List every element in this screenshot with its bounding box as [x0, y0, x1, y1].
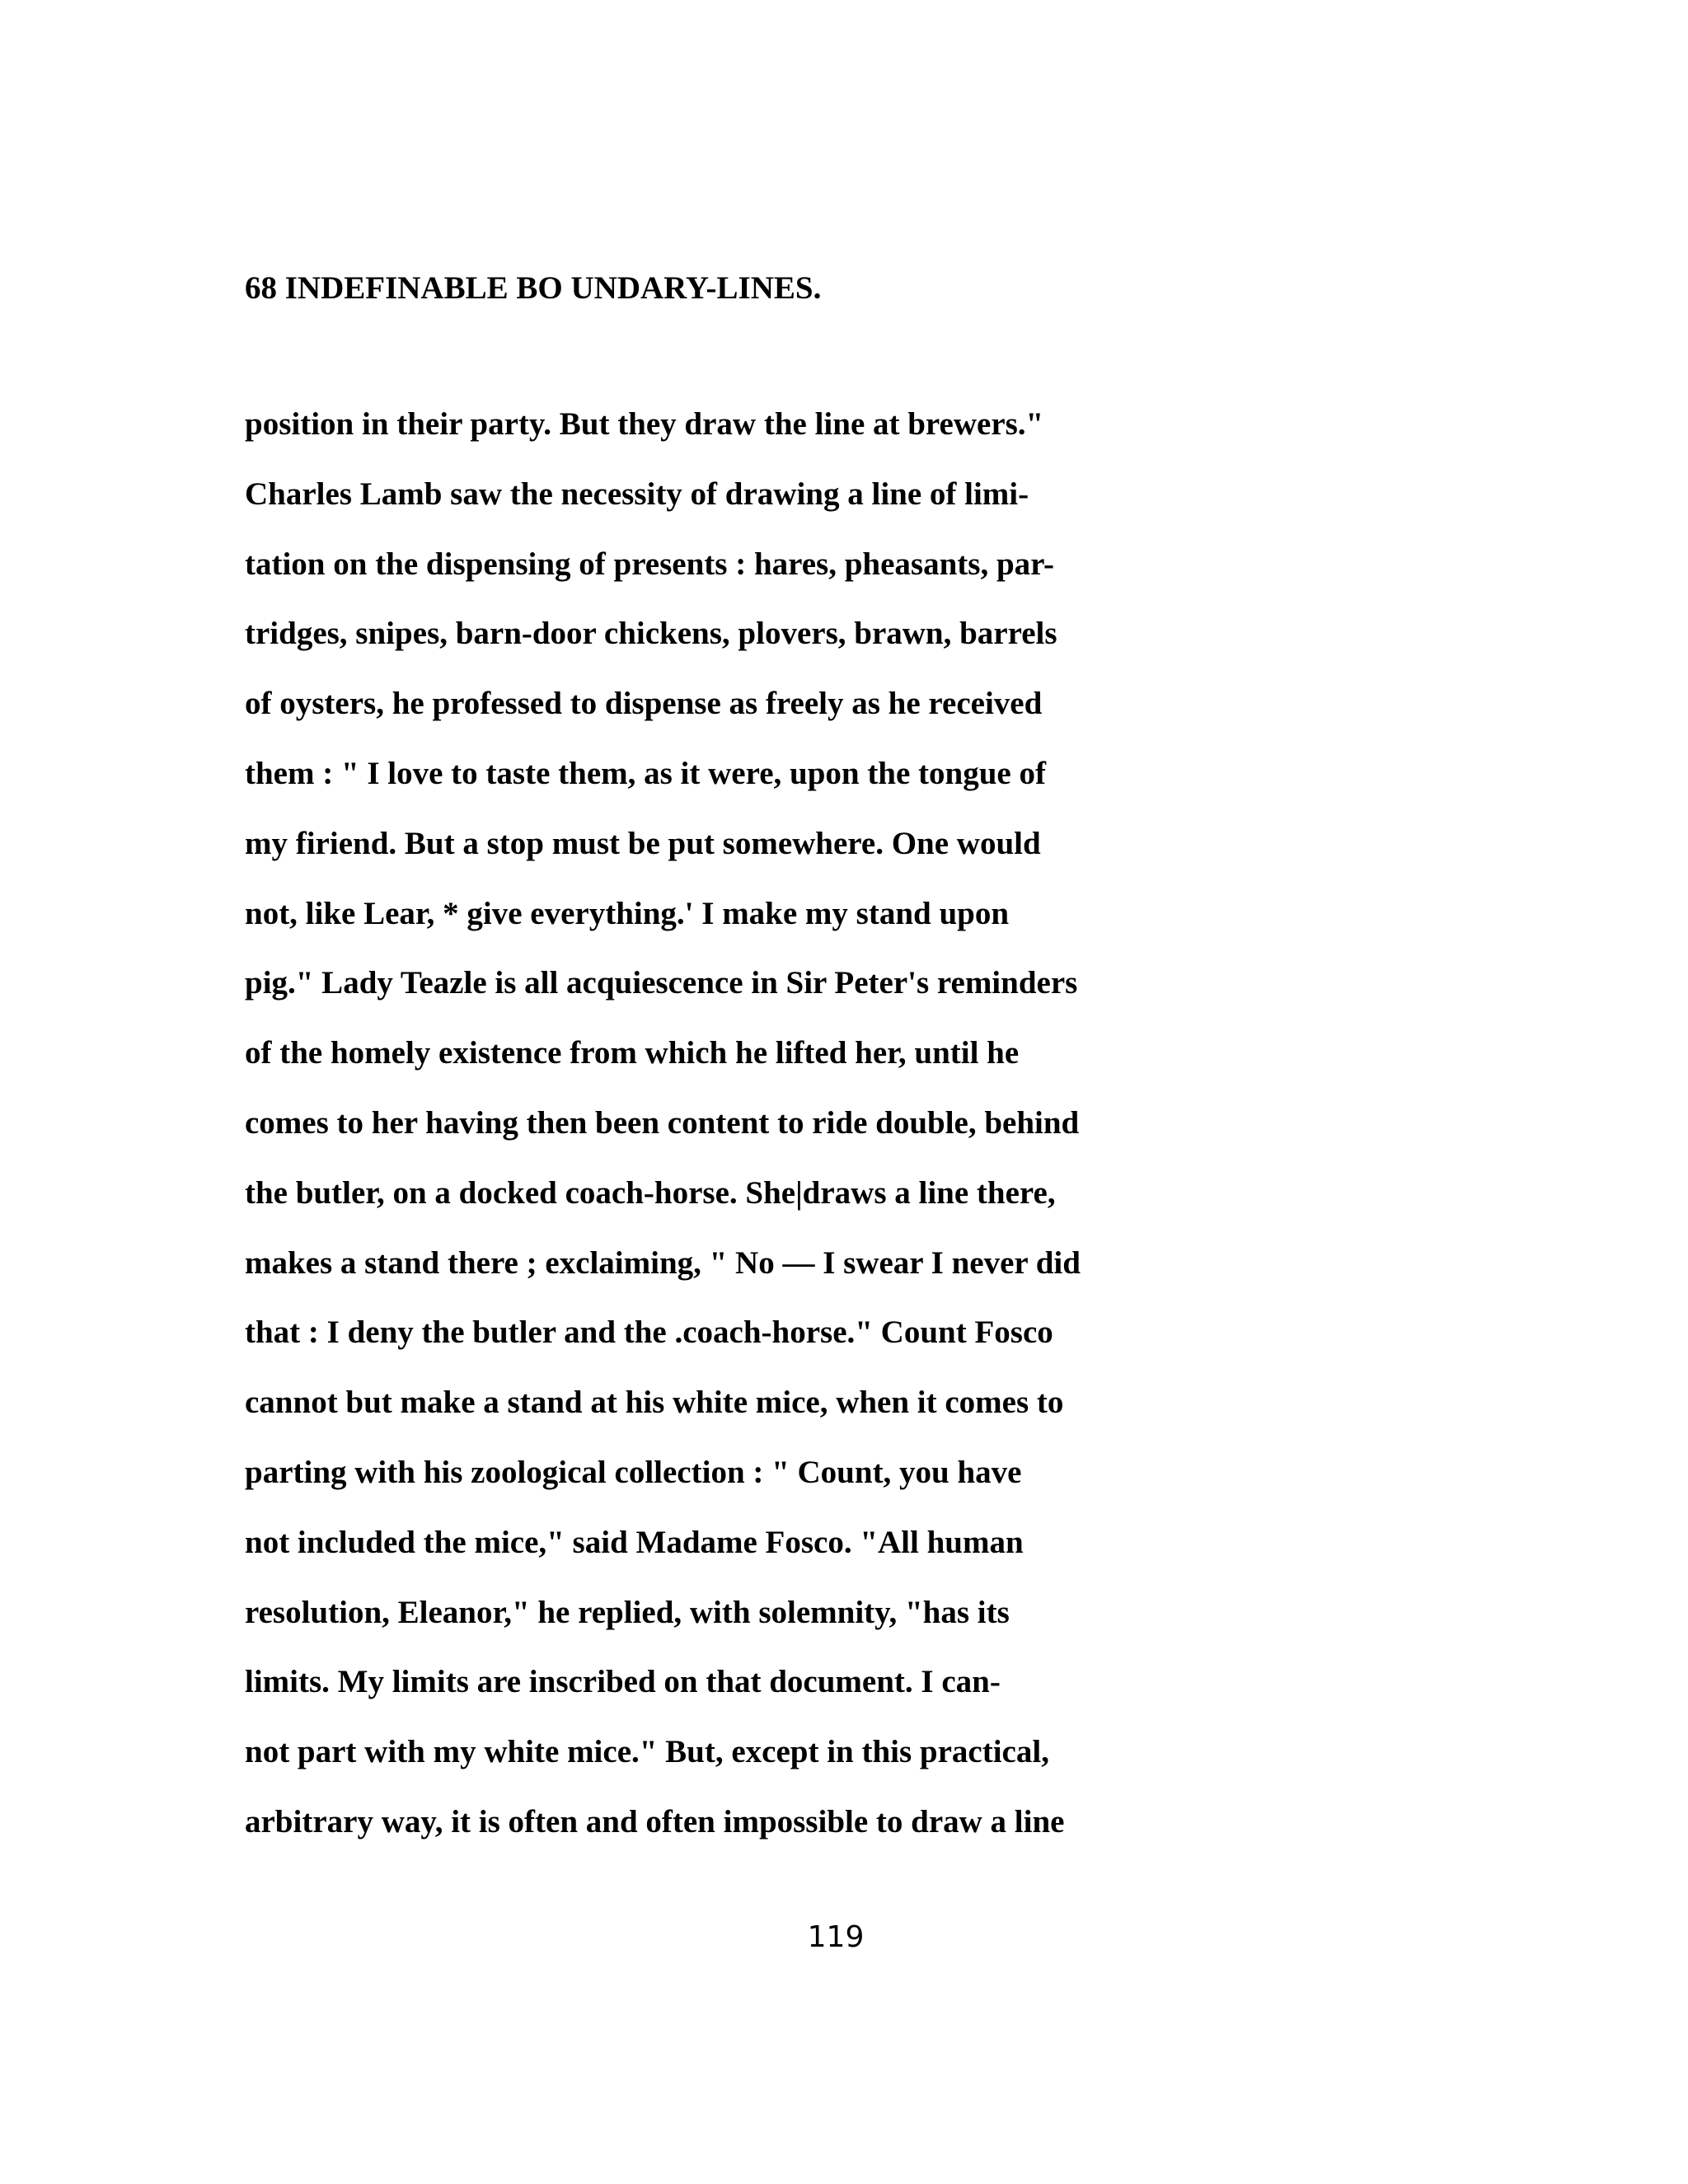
page-number: 119: [807, 1920, 865, 1954]
text-line: position in their party. But they draw the line at brewers.": [245, 406, 1044, 442]
text-line: not part with my white mice." But, except in this practical,: [245, 1734, 1049, 1770]
text-line: comes to her having then been content to ride double, behind: [245, 1104, 1080, 1141]
text-line: limits. My limits are inscribed on that document. I can-: [245, 1664, 1001, 1700]
text-line: pig." Lady Teazle is all acquiescence in Sir Peter's reminders: [245, 965, 1078, 1001]
body-text: [245, 400, 1399, 1868]
text-line: cannot but make a stand at his white mice, when it comes to: [245, 1385, 1064, 1421]
text-line: of the homely existence from which he lifted her, until he: [245, 1035, 1020, 1071]
running-head: 68 INDEFINABLE BO UNDARY-LINES.: [245, 270, 822, 306]
text-line: makes a stand there ; exclaiming, " No — I swear I never did: [245, 1244, 1081, 1281]
text-line: Charles Lamb saw the necessity of drawing a line of limi-: [245, 476, 1029, 512]
text-line: tation on the dispensing of presents : hares, pheasants, par-: [245, 546, 1054, 582]
text-line: not, like Lear, * give everything.' I make my stand upon: [245, 895, 1010, 931]
text-line: my firiend. But a stop must be put somewhere. One would: [245, 825, 1041, 861]
text-line: the butler, on a docked coach-horse. She|draws a line there,: [245, 1174, 1056, 1211]
text-line: of oysters, he professed to dispense as freely as he received: [245, 686, 1043, 722]
text-line: arbitrary way, it is often and often impossible to draw a line: [245, 1803, 1065, 1840]
text-line: tridges, snipes, barn-door chickens, plovers, brawn, barrels: [245, 616, 1057, 652]
text-line: parting with his zoological collection : " Count, you have: [245, 1454, 1022, 1490]
text-line: that : I deny the butler and the .coach-horse." Count Fosco: [245, 1315, 1053, 1351]
text-line: resolution, Eleanor," he replied, with solemnity, "has its: [245, 1594, 1010, 1630]
text-line: them : " I love to taste them, as it were, upon the tongue of: [245, 755, 1046, 791]
text-line: not included the mice," said Madame Fosco. "All human: [245, 1524, 1024, 1560]
